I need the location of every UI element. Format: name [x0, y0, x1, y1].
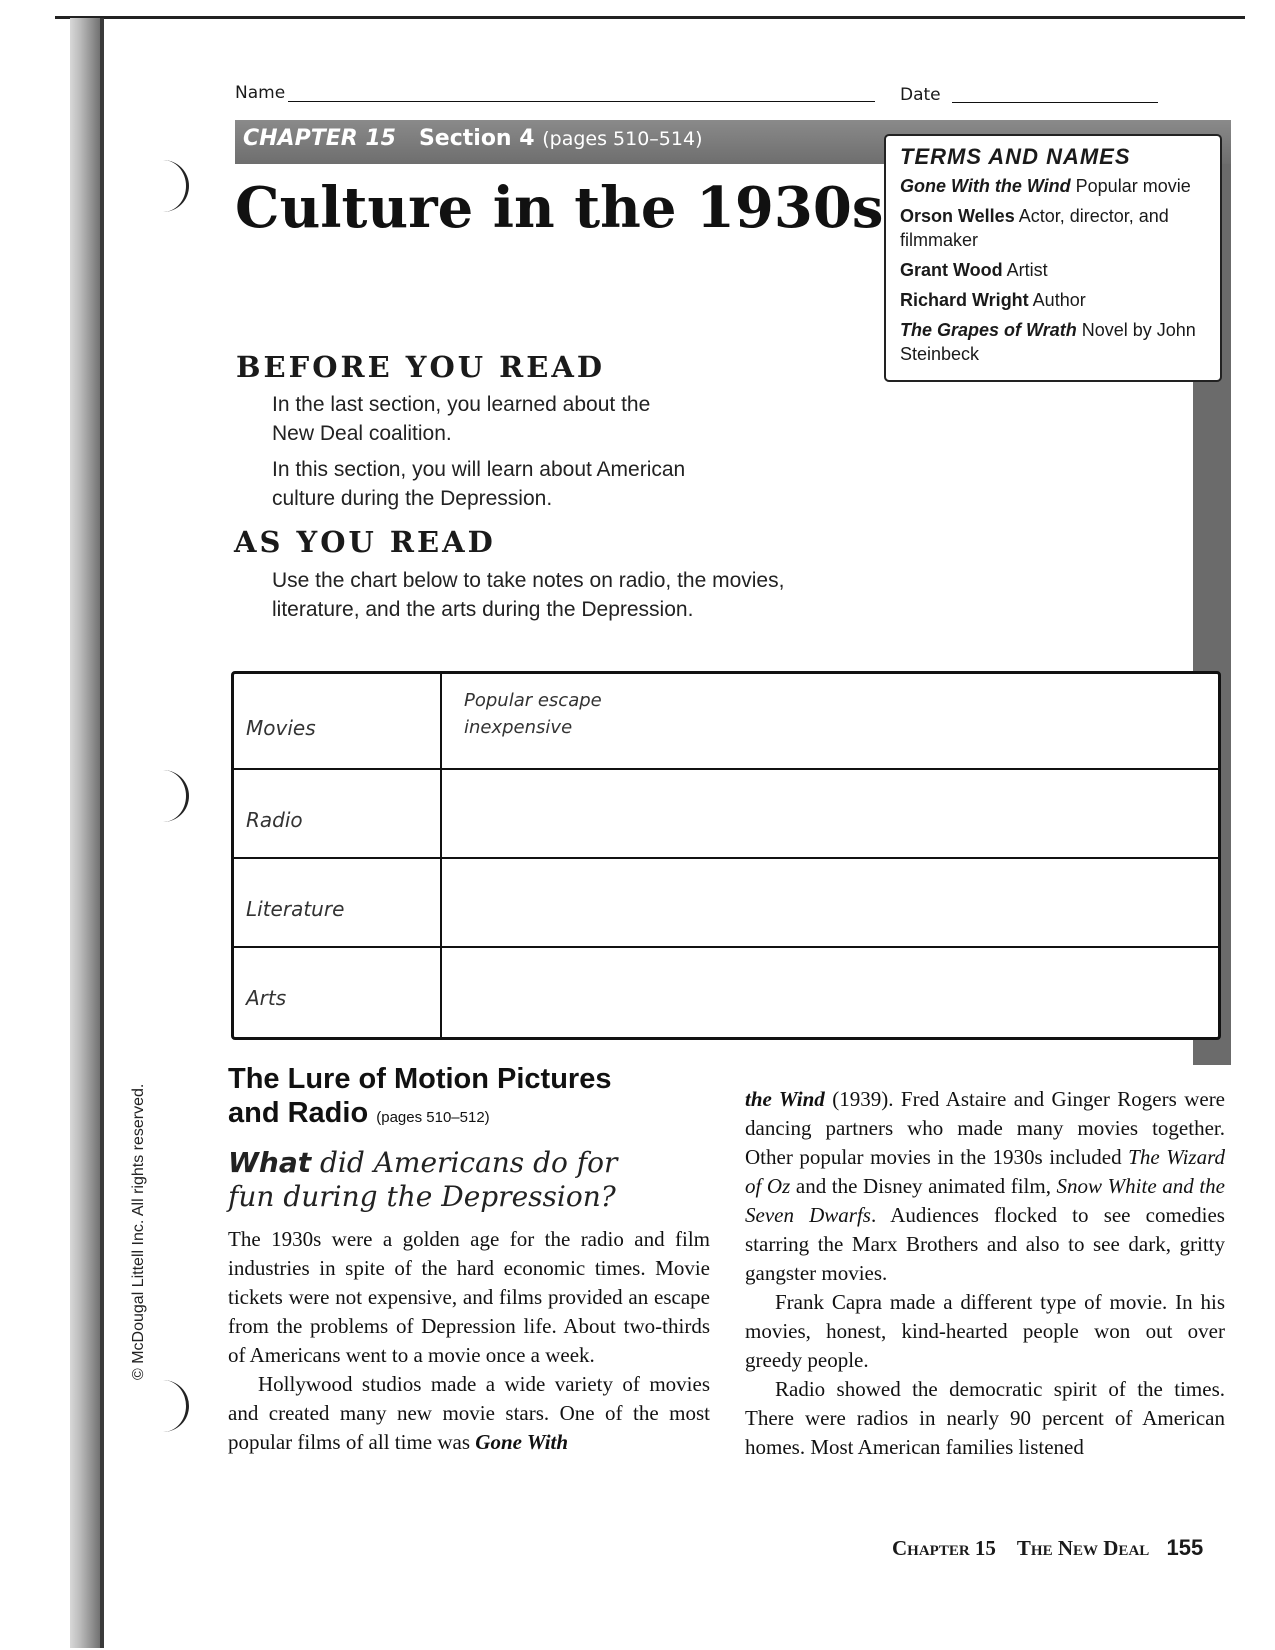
binder-hole-middle — [160, 770, 189, 822]
term-item: Grant Wood Artist — [900, 260, 1048, 280]
left-paragraph-1: The 1930s were a golden age for the radio and film industries in spite of the hard economic times. Movie tickets were not expensive, and films provided an escape from the problems of Depression life. About two-thirds of Americans went to a movie once a week. — [228, 1227, 710, 1367]
right-paragraph-3: Radio showed the democratic spirit of the times. There were radios in nearly 90 percent of American homes. Most American families listened — [745, 1377, 1225, 1459]
before-you-read-p2: In this section, you will learn about American culture during the Depression. — [272, 458, 686, 510]
chart-row-label: Literature — [246, 897, 345, 921]
chart-row-arts — [234, 948, 1218, 1037]
term-item: Gone With the Wind Popular movie — [900, 176, 1191, 196]
left-paragraph-2: Hollywood studios made a wide variety of movies and created many new movie stars. One of the most popular films of all time was Gone With — [228, 1372, 710, 1454]
top-edge-rule — [55, 16, 1245, 19]
page-title: Culture in the 1930s — [235, 175, 884, 241]
term-item: Richard Wright Author — [900, 290, 1086, 310]
chapter-label: CHAPTER 15 — [243, 126, 396, 151]
chart-row-movies — [234, 674, 1218, 770]
page-number: 155 — [1166, 1535, 1204, 1560]
as-you-read-heading: AS YOU READ — [234, 525, 496, 559]
date-line — [952, 102, 1158, 103]
binder-hole-top — [160, 160, 189, 212]
handwritten-note: inexpensive — [464, 717, 573, 738]
term-item: Orson Welles Actor, director, and filmmaker — [900, 206, 1169, 250]
chart-row-label: Radio — [246, 808, 303, 832]
section-pages: (pages 510–514) — [542, 128, 703, 150]
terms-heading: TERMS AND NAMES — [900, 144, 1131, 169]
as-you-read-p1: Use the chart below to take notes on radio, the movies, literature, and the arts during the Depression. — [272, 569, 785, 621]
copyright-notice: © McDougal Littell Inc. All rights reserved. — [130, 1083, 147, 1380]
chart-row-radio — [234, 770, 1218, 859]
chart-row-label: Arts — [246, 986, 287, 1010]
right-paragraph-1: the Wind (1939). Fred Astaire and Ginger Rogers were dancing partners who made many movies together. Other popular movies in the 1930s included The Wizard of Oz and the Disney animated film, Snow White and the Seven Dwarfs. Audiences flocked to see comedies starring the Marx Brothers and also to see dark, gritty gangster movies. — [745, 1087, 1226, 1285]
chart-row-literature — [234, 859, 1218, 948]
section-question: What did Americans do for fun during the Depression? — [228, 1146, 618, 1213]
before-you-read-p1: In the last section, you learned about the New Deal coalition. — [272, 393, 651, 445]
right-column — [745, 1085, 1225, 1462]
section-label: Section 4 — [418, 126, 535, 151]
name-label: Name — [235, 83, 286, 103]
footer-chapter: Chapter 15 — [892, 1536, 996, 1560]
right-paragraph-2: Frank Capra made a different type of movie. In his movies, honest, kind-hearted people won out over greedy people. — [745, 1290, 1225, 1372]
binding-edge — [100, 18, 104, 1648]
left-column — [228, 1225, 710, 1457]
terms-and-names-box — [884, 134, 1222, 382]
name-line — [288, 101, 875, 102]
before-you-read-heading: BEFORE YOU READ — [236, 350, 605, 384]
binding-spine — [70, 18, 102, 1648]
date-label: Date — [900, 85, 941, 105]
page-footer — [892, 1535, 1203, 1561]
section-heading: The Lure of Motion Pictures and Radio (pages 510–512) — [228, 1063, 612, 1129]
term-item: The Grapes of Wrath Novel by John Steinbeck — [900, 320, 1196, 364]
chart-row-label: Movies — [246, 716, 316, 740]
footer-title: The New Deal — [1016, 1536, 1150, 1560]
notes-chart — [231, 671, 1221, 1040]
handwritten-note: Popular escape — [464, 690, 602, 711]
binder-hole-bottom — [160, 1380, 189, 1432]
